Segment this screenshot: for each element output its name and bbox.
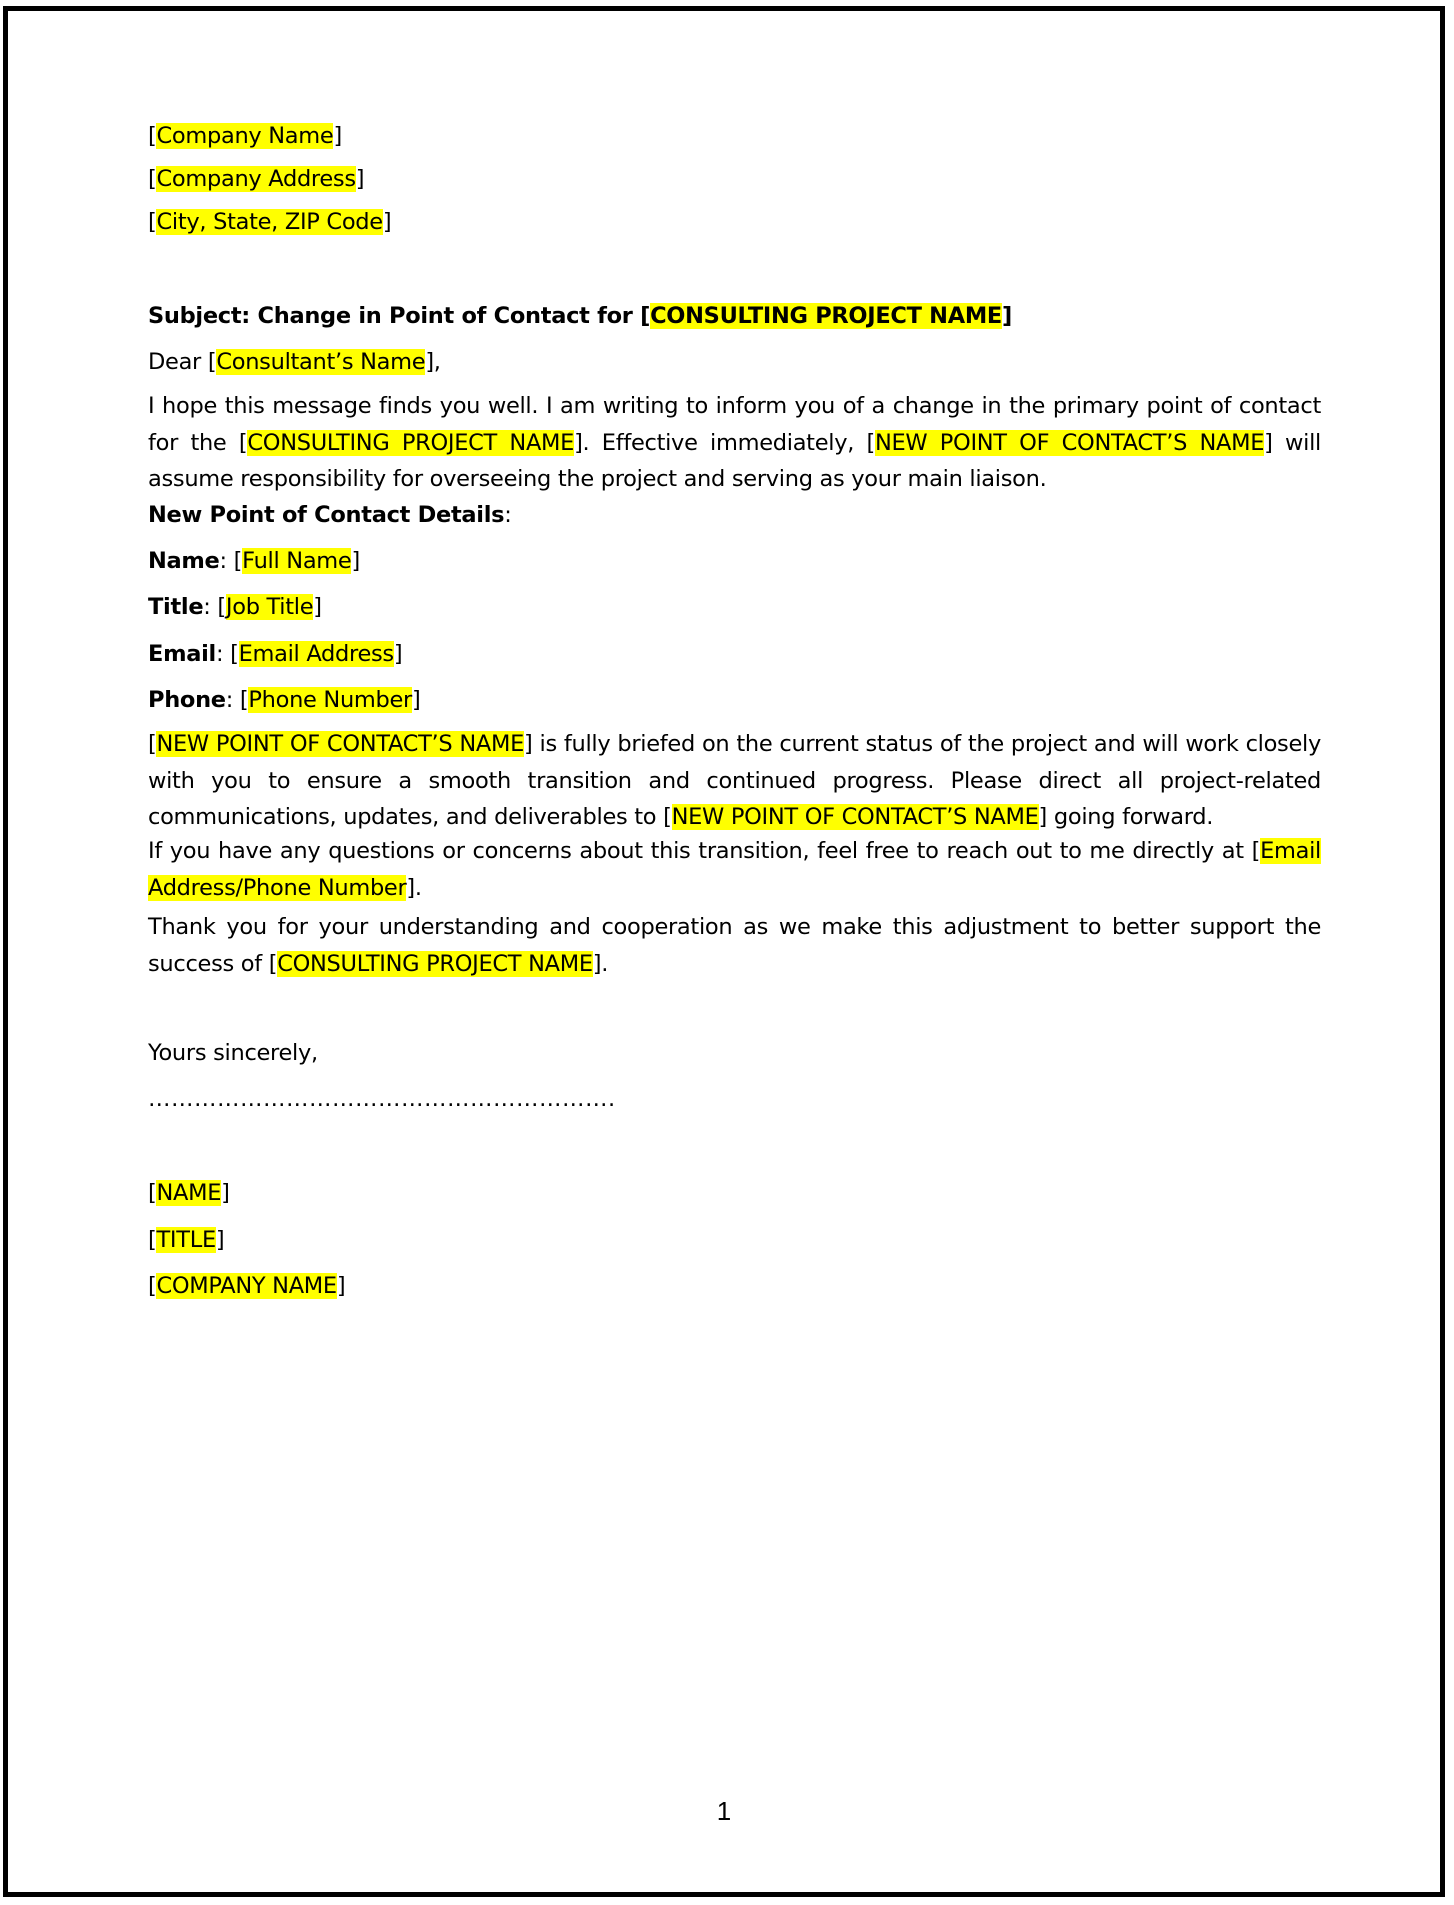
thanks-text-1: Thank you for your understanding and cooperation as we make this adjustment to better support the success of [ bbox=[148, 914, 1321, 977]
detail-email-label: Email bbox=[148, 641, 216, 667]
detail-name-placeholder: Full Name bbox=[242, 548, 352, 574]
sign-off: Yours sincerely, bbox=[148, 1040, 318, 1066]
closing-title-placeholder: TITLE bbox=[156, 1227, 216, 1253]
signature-line: ……………………………………………………. bbox=[148, 1086, 616, 1112]
detail-name-label: Name bbox=[148, 548, 220, 574]
detail-phone-line: Phone: [Phone Number] bbox=[148, 687, 421, 713]
detail-phone-placeholder: Phone Number bbox=[248, 687, 413, 713]
greeting: Dear [Consultant’s Name], bbox=[148, 349, 441, 375]
details-heading-colon: : bbox=[504, 502, 512, 528]
thanks-paragraph bbox=[148, 909, 1321, 982]
briefing-paragraph: [NEW POINT OF CONTACT’S NAME] is fully briefed on the current status of the project and will work closely with you to ensure a smooth transition and continued progress. Please direct all project-related communications, updates, and deliverables to [NEW POINT OF CONTACT’S NAME] going forward. bbox=[148, 731, 1321, 830]
document-page bbox=[3, 6, 1445, 1897]
subject-project-placeholder: CONSULTING PROJECT NAME bbox=[650, 303, 1002, 329]
closing-name-line: [NAME] bbox=[148, 1180, 230, 1206]
intro-paragraph bbox=[148, 388, 1321, 498]
intro-project-placeholder: CONSULTING PROJECT NAME bbox=[247, 429, 575, 456]
subject-prefix: Subject: Change in Point of Contact for bbox=[148, 303, 641, 329]
intro-text-2: ]. Effective immediately, [ bbox=[574, 429, 875, 456]
thanks-project-placeholder: CONSULTING PROJECT NAME bbox=[277, 950, 593, 977]
briefing-contact-placeholder-1: NEW POINT OF CONTACT’S NAME bbox=[156, 731, 525, 757]
company-name-line: [Company Name] bbox=[148, 123, 342, 149]
company-name-placeholder: Company Name bbox=[156, 123, 334, 149]
detail-email-line: Email: [Email Address] bbox=[148, 641, 403, 667]
closing-name-placeholder: NAME bbox=[156, 1180, 222, 1206]
page-number: 1 bbox=[716, 1796, 732, 1826]
briefing-contact-placeholder-2: NEW POINT OF CONTACT’S NAME bbox=[671, 804, 1039, 830]
briefing-text-2: ] going forward. bbox=[1038, 804, 1214, 830]
intro-text-1: I hope this message finds you well. I am writing to inform you of a change in the primary point of contact for the [ bbox=[148, 393, 1321, 456]
subject-line: Subject: Change in Point of Contact for [CONSULTING PROJECT NAME] bbox=[148, 303, 1012, 329]
company-address-line: [Company Address] bbox=[148, 166, 365, 192]
detail-title-placeholder: Job Title bbox=[225, 594, 314, 620]
briefing-text-1: ] is fully briefed on the current status of the project and will work closely with you to ensure a smooth transition and continued progress. Please direct all project-related communications, updates, and deliverables to [ bbox=[148, 731, 1321, 830]
greeting-prefix: Dear bbox=[148, 349, 208, 375]
consultant-name-placeholder: Consultant’s Name bbox=[216, 349, 426, 375]
city-state-zip-line: [City, State, ZIP Code] bbox=[148, 209, 392, 235]
closing-company-placeholder: COMPANY NAME bbox=[156, 1273, 337, 1299]
city-state-zip-placeholder: City, State, ZIP Code bbox=[156, 209, 383, 235]
detail-name-line: Name: [Full Name] bbox=[148, 548, 360, 574]
detail-title-line: Title: [Job Title] bbox=[148, 594, 322, 620]
details-heading bbox=[148, 500, 512, 530]
closing-company-line: [COMPANY NAME] bbox=[148, 1273, 346, 1299]
detail-title-label: Title bbox=[148, 594, 204, 620]
questions-text-1: If you have any questions or concerns about this transition, feel free to reach out to me directly at [ bbox=[148, 838, 1261, 864]
detail-email-placeholder: Email Address bbox=[238, 641, 394, 667]
intro-contact-placeholder: NEW POINT OF CONTACT’S NAME bbox=[874, 429, 1265, 456]
company-address-placeholder: Company Address bbox=[156, 166, 356, 192]
intro-text-3: ] will assume responsibility for overseeing the project and serving as your main liaison. bbox=[148, 429, 1321, 492]
questions-paragraph bbox=[148, 833, 1321, 906]
details-heading-text: New Point of Contact Details bbox=[148, 502, 505, 528]
thanks-text-2: ]. bbox=[592, 950, 609, 977]
closing-title-line: [TITLE] bbox=[148, 1227, 225, 1253]
detail-phone-label: Phone bbox=[148, 687, 226, 713]
questions-text-2: ]. bbox=[406, 874, 422, 901]
questions-contact-placeholder: Email Address/Phone Number bbox=[148, 838, 1321, 901]
greeting-suffix: ], bbox=[425, 349, 441, 375]
